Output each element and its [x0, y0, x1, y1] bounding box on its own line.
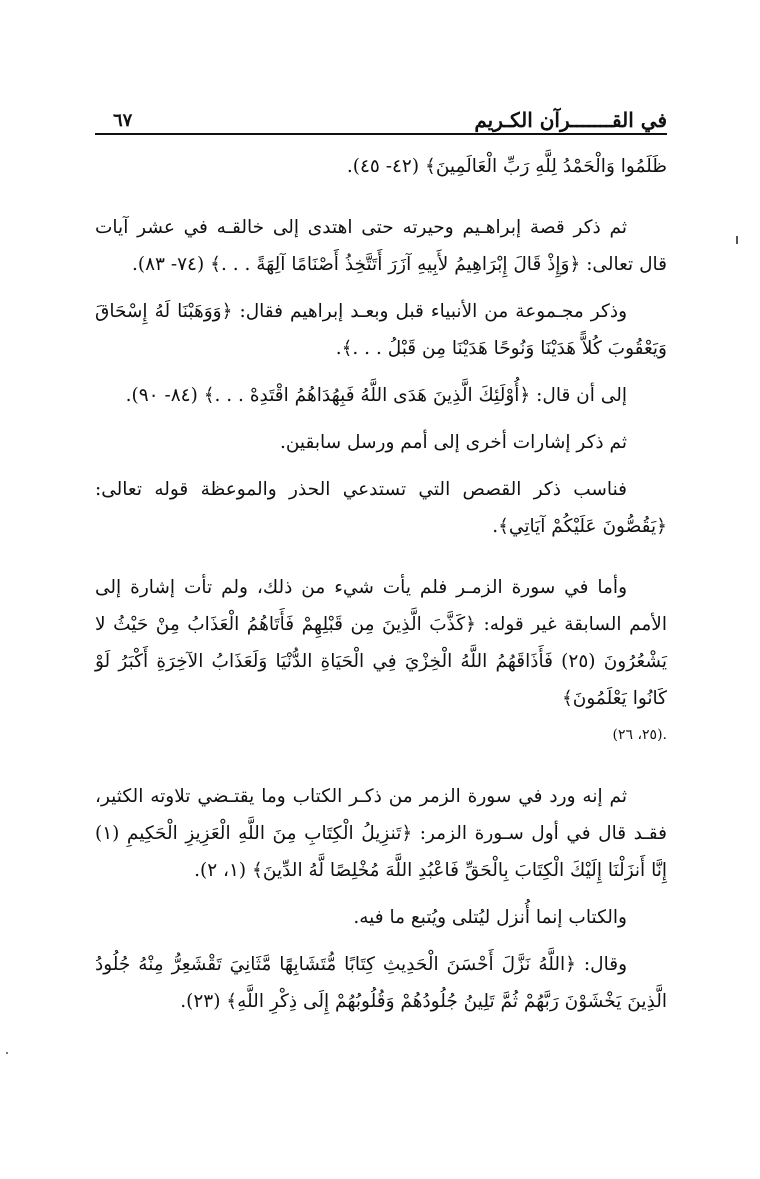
page-body — [95, 148, 667, 1020]
page-header — [95, 108, 667, 134]
paragraph-best-speech: وقال: ﴿اللَّهُ نَزَّلَ أَحْسَنَ الْحَدِيثِ كِتَابًا مُّتَشَابِهًا مَّثَانِيَ تَقْشَعِرُّ مِنْهُ جُلُودُ الَّذِينَ يَخْشَوْنَ رَبَّهُمْ ثُمَّ تَلِينُ جُلُودُهُمْ وَقُلُوبُهُمْ إِلَى ذِكْرِ اللَّهِ﴾ (٢٣). — [95, 954, 667, 1012]
paragraph-zumar-book: ثم إنه ورد في سورة الزمر من ذكـر الكتاب وما يقتـضي تلاوته الكثير، فقـد قال في أول سـورة الزمر: ﴿تَنزِيلُ الْكِتَابِ مِنَ اللَّهِ الْعَزِيزِ الْحَكِيمِ (١) إِنَّا أَنزَلْنَا إِلَيْكَ الْكِتَابَ بِالْحَقِّ فَاعْبُدِ اللَّهَ مُخْلِصًا لَّهُ الدِّينَ﴾ (١، ٢). — [95, 786, 667, 881]
verse-reference: .(٢٥، ٢٦) — [612, 727, 667, 743]
scan-speck — [6, 1052, 8, 1054]
paragraph-book-recited: والكتاب إنما أُنزل ليُتلى ويُتبع ما فيه. — [353, 907, 627, 928]
header-rule — [95, 133, 667, 135]
page-number: ٦٧ — [113, 110, 133, 131]
paragraph-other-nations: ثم ذكر إشارات أخرى إلى أمم ورسل سابقين. — [279, 432, 627, 453]
paragraph-continuation: ظَلَمُوا وَالْحَمْدُ لِلَّهِ رَبِّ الْعَالَمِينَ﴾ (٤٢- ٤٥). — [346, 156, 667, 177]
paragraph-prophets: وذكر مجـموعة من الأنبياء قبل وبعـد إبراهيم فقال: ﴿وَوَهَبْنَا لَهُ إِسْحَاقَ وَيَعْقُوبَ كُلاًّ هَدَيْنَا وَنُوحًا هَدَيْنَا مِن قَبْلُ . . .﴾. — [95, 301, 667, 359]
running-title: في القـــــــرآن الكـريم — [474, 108, 667, 132]
paragraph-ibrahim-story: ثم ذكر قصة إبراهـيم وحيرته حتى اهتدى إلى خالقـه في عشر آيات قال تعالى: ﴿وَإِذْ قَالَ إِبْرَاهِيمُ لأَبِيهِ آزَرَ أَتَتَّخِذُ أَصْنَامًا آلِهَةً . . .﴾ (٧٤- ٨٣). — [95, 217, 667, 275]
scan-speck — [736, 236, 738, 244]
paragraph-guided-ones: إلى أن قال: ﴿أُوْلَئِكَ الَّذِينَ هَدَى اللَّهُ فَبِهُدَاهُمُ اقْتَدِهْ . . .﴾ (٨٤- ٩٠). — [125, 385, 627, 406]
paragraph-stories-warning: فناسب ذكر القصص التي تستدعي الحذر والموعظة قوله تعالى: ﴿يَقُصُّونَ عَلَيْكُمْ آيَاتِي﴾. — [95, 479, 667, 537]
paragraph-zumar-nations: وأما في سورة الزمـر فلم يأت شيء من ذلك، ولم تأت إشارة إلى الأمم السابقة غير قوله: ﴿كَذَّبَ الَّذِينَ مِن قَبْلِهِمْ فَأَتَاهُمُ الْعَذَابُ مِنْ حَيْثُ لا يَشْعُرُونَ (٢٥) فَأَذَاقَهُمُ اللَّهُ الْخِزْيَ فِي الْحَيَاةِ الدُّنْيَا وَلَعَذَابُ الآخِرَةِ أَكْبَرُ لَوْ كَانُوا يَعْلَمُونَ﴾ — [95, 577, 667, 709]
